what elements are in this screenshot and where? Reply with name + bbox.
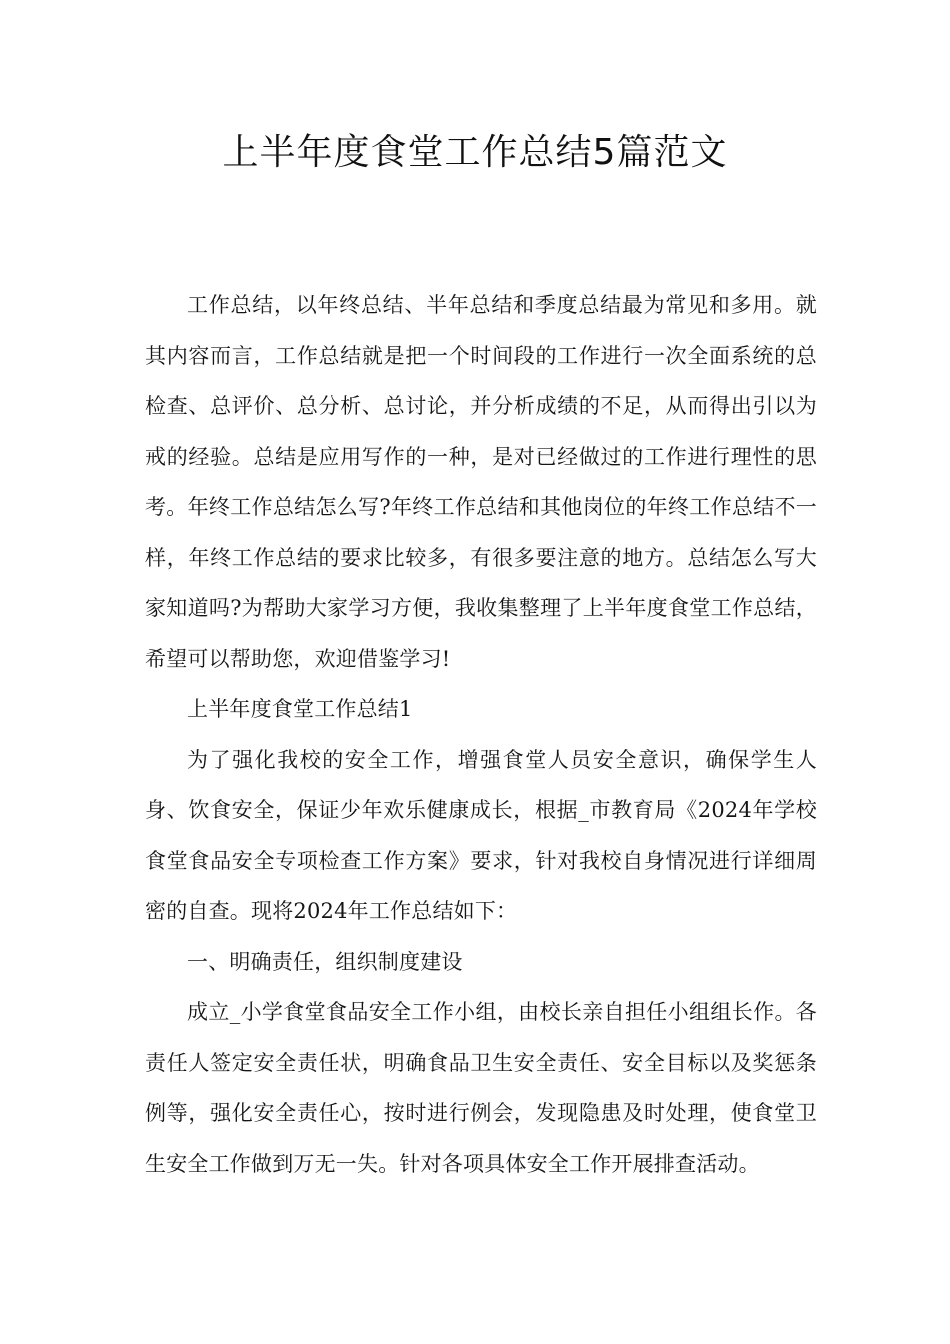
document-title: 上半年度食堂工作总结5篇范文 (222, 132, 728, 173)
section-1-paragraph: 为了强化我校的安全工作，增强食堂人员安全意识，确保学生人身、饮食安全，保证少年欢乐健康成长，根据_市教育局《2024年学校食堂食品安全专项检查工作方案》要求，针对我校自身情况进行详细周密的自查。现将2024年工作总结如下： (145, 747, 817, 923)
document-body (145, 280, 817, 1189)
intro-paragraph: 工作总结，以年终总结、半年总结和季度总结最为常见和多用。就其内容而言，工作总结就是把一个时间段的工作进行一次全面系统的总检查、总评价、总分析、总讨论，并分析成绩的不足，从而得出引以为戒的经验。总结是应用写作的一种，是对已经做过的工作进行理性的思考。年终工作总结怎么写?年终工作总结和其他岗位的年终工作总结不一样，年终工作总结的要求比较多，有很多要注意的地方。总结怎么写大家知道吗?为帮助大家学习方便，我收集整理了上半年度食堂工作总结，希望可以帮助您，欢迎借鉴学习! (145, 293, 817, 671)
section-heading-1: 上半年度食堂工作总结1 (187, 697, 413, 721)
subsection-heading: 一、明确责任，组织制度建设 (187, 949, 463, 974)
subsection-paragraph: 成立_小学食堂食品安全工作小组，由校长亲自担任小组组长作。各责任人签定安全责任状，明确食品卫生安全责任、安全目标以及奖惩条例等，强化安全责任心，按时进行例会，发现隐患及时处理，使食堂卫生安全工作做到万无一失。针对各项具体安全工作开展排查活动。 (145, 1000, 817, 1176)
